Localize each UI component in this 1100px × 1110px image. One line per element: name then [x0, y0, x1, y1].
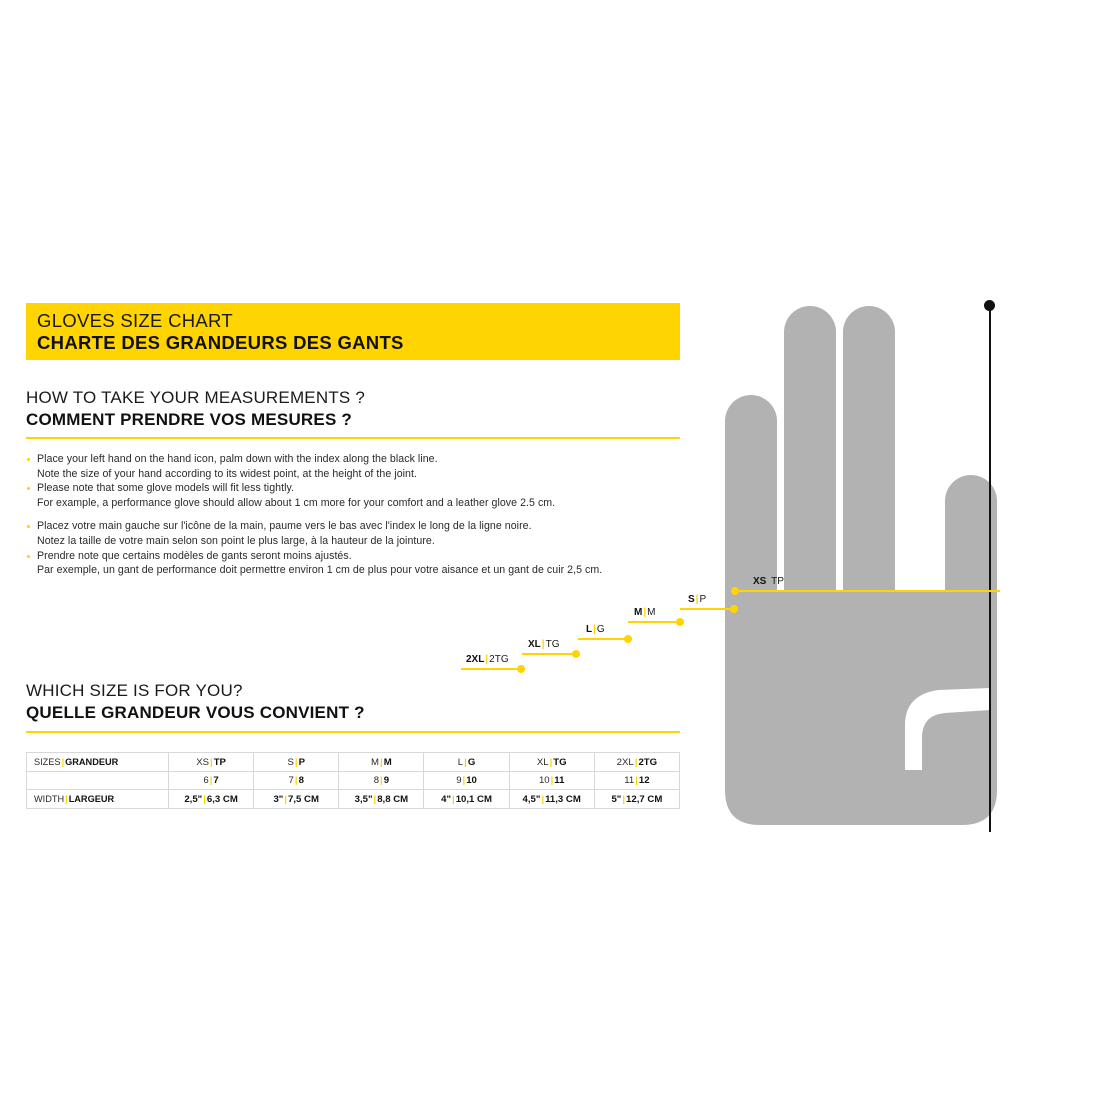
callout-dot-icon — [731, 587, 739, 595]
instructions-spacer — [26, 510, 686, 519]
size-table — [26, 752, 680, 809]
index-alignment-line — [989, 304, 991, 832]
instruction-item: For example, a performance glove should allow about 1 cm more for your comfort and a leather glove 2.5 cm. — [37, 496, 556, 509]
alignment-dot-icon — [984, 300, 995, 311]
callout-dot-icon — [572, 650, 580, 658]
which-size-heading-en: WHICH SIZE IS FOR YOU? — [26, 681, 243, 700]
table-cell-width: 3,5"|8,8 CM — [339, 790, 424, 809]
table-row-sizes — [27, 753, 680, 772]
table-cell-number: 6|7 — [169, 772, 254, 790]
table-cell-size: M|M — [339, 753, 424, 772]
callout-label-xl: XL|TG — [528, 639, 560, 650]
callout-s — [680, 594, 738, 612]
measurements-heading-fr: COMMENT PRENDRE VOS MESURES ? — [26, 410, 352, 429]
hand-diagram — [690, 290, 1090, 835]
table-cell-size: XS|TP — [169, 753, 254, 772]
instructions-french — [26, 519, 686, 577]
callout-label-m: M|M — [634, 607, 656, 618]
callout-label-s: S|P — [688, 594, 707, 605]
instruction-item: Please note that some glove models will fit less tightly. — [26, 481, 686, 496]
callout-dot-icon — [730, 605, 738, 613]
table-row-label-empty — [27, 772, 169, 790]
table-cell-size: L|G — [424, 753, 509, 772]
instruction-item: Par exemple, un gant de performance doit permettre environ 1 cm de plus pour votre aisance et un gant de cuir 2,5 cm. — [37, 564, 603, 577]
table-row-label-width: WIDTH|LARGEUR — [27, 790, 169, 809]
table-cell-width: 5"|12,7 CM — [594, 790, 679, 809]
instruction-item: Prendre note que certains modèles de gants seront moins ajustés. — [26, 549, 686, 564]
table-cell-number: 9|10 — [424, 772, 509, 790]
instruction-item: Placez votre main gauche sur l'icône de la main, paume vers le bas avec l'index le long de la ligne noire. — [26, 519, 686, 534]
hand-icon — [690, 290, 1090, 835]
instructions-english — [26, 452, 686, 510]
callout-label-2xl: 2XL|2TG — [466, 654, 509, 665]
callout-m — [628, 607, 684, 625]
table-cell-number: 11|12 — [594, 772, 679, 790]
table-cell-width: 2,5"|6,3 CM — [169, 790, 254, 809]
callout-label-xs: XS TP — [753, 576, 784, 587]
instruction-item: Notez la taille de votre main selon son point le plus large, à la hauteur de la jointure. — [37, 534, 435, 547]
row-label-sizes-en: SIZES — [34, 757, 61, 767]
callout-xl — [522, 639, 580, 657]
divider-rule-top — [26, 437, 680, 439]
callout-label-l: L|G — [586, 624, 605, 635]
table-cell-width: 4,5"|11,3 CM — [509, 790, 594, 809]
table-row-label-sizes: SIZES|GRANDEUR — [27, 753, 169, 772]
table-cell-width: 4"|10,1 CM — [424, 790, 509, 809]
banner-title-en: GLOVES SIZE CHART — [37, 310, 233, 331]
instructions-block — [26, 452, 686, 578]
table-row-width — [27, 790, 680, 809]
table-cell-number: 8|9 — [339, 772, 424, 790]
callout-dot-icon — [676, 618, 684, 626]
table-cell-number: 7|8 — [254, 772, 339, 790]
row-label-sizes-fr: GRANDEUR — [65, 757, 119, 767]
callout-l — [578, 624, 632, 642]
callout-dot-icon — [624, 635, 632, 643]
table-row-numbers — [27, 772, 680, 790]
which-size-heading-fr: QUELLE GRANDEUR VOUS CONVIENT ? — [26, 703, 365, 722]
instruction-item: Place your left hand on the hand icon, palm down with the index along the black line. — [26, 452, 686, 467]
measurements-heading-en: HOW TO TAKE YOUR MEASUREMENTS ? — [26, 388, 366, 407]
divider-rule-bottom — [26, 731, 680, 733]
table-cell-width: 3"|7,5 CM — [254, 790, 339, 809]
banner-title-fr: CHARTE DES GRANDEURS DES GANTS — [37, 332, 404, 353]
row-label-width-en: WIDTH — [34, 794, 65, 804]
row-label-width-fr: LARGEUR — [68, 794, 115, 804]
callout-xs — [735, 576, 1000, 594]
table-cell-size: XL|TG — [509, 753, 594, 772]
table-cell-number: 10|11 — [509, 772, 594, 790]
title-banner — [26, 303, 680, 360]
instruction-item: Note the size of your hand according to its widest point, at the height of the joint. — [37, 467, 417, 480]
callout-dot-icon — [517, 665, 525, 673]
table-cell-size: 2XL|2TG — [594, 753, 679, 772]
callout-2xl — [461, 654, 525, 672]
table-cell-size: S|P — [254, 753, 339, 772]
